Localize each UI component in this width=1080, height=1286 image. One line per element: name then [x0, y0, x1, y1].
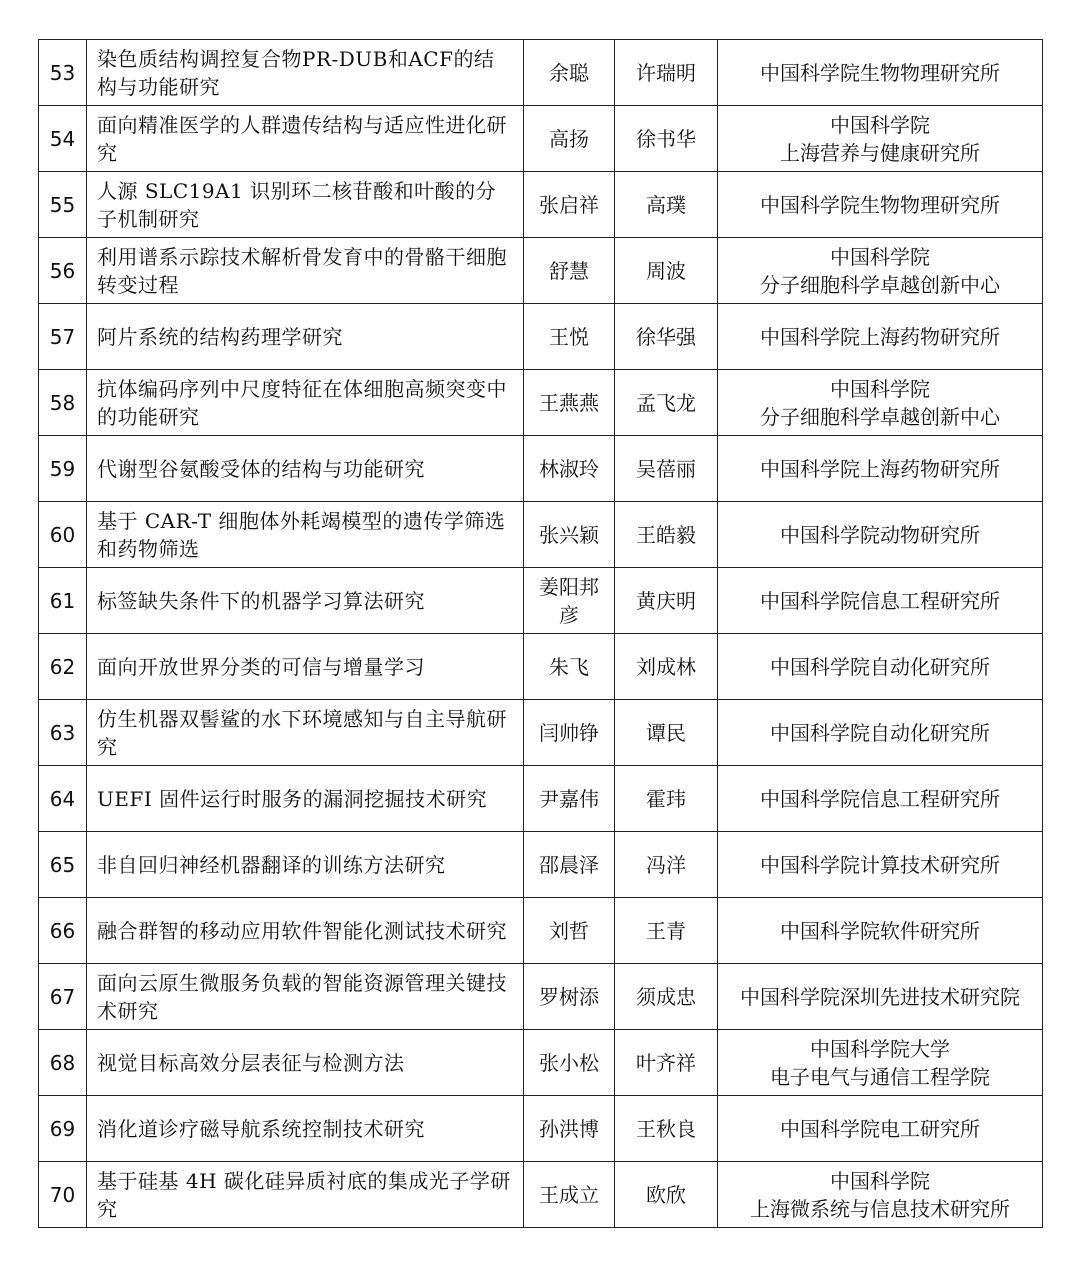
applicant-name: 王燕燕: [524, 370, 615, 436]
institute-cell: [718, 700, 1043, 766]
supervisor-name: 徐书华: [615, 106, 718, 172]
row-number: 70: [39, 1162, 87, 1228]
applicant-name: 舒慧: [524, 238, 615, 304]
table-row: [39, 106, 1043, 172]
project-title: 代谢型谷氨酸受体的结构与功能研究: [87, 436, 524, 502]
institute-cell: [718, 304, 1043, 370]
project-title: 面向云原生微服务负载的智能资源管理关键技术研究: [87, 964, 524, 1030]
institute-line: 中国科学院动物研究所: [780, 522, 980, 547]
project-title: 面向精准医学的人群遗传结构与适应性进化研究: [87, 106, 524, 172]
institute-line: 中国科学院信息工程研究所: [760, 588, 1000, 613]
project-title: 基于硅基 4H 碳化硅异质衬底的集成光子学研究: [87, 1162, 524, 1228]
applicant-name: 姜阳邦彦: [524, 568, 615, 634]
applicant-name: 林淑玲: [524, 436, 615, 502]
row-number: 64: [39, 766, 87, 832]
applicant-name: 刘哲: [524, 898, 615, 964]
table-row: [39, 634, 1043, 700]
project-title: 非自回归神经机器翻译的训练方法研究: [87, 832, 524, 898]
row-number: 62: [39, 634, 87, 700]
project-title: 阿片系统的结构药理学研究: [87, 304, 524, 370]
row-number: 65: [39, 832, 87, 898]
table-row: [39, 40, 1043, 106]
table-row: [39, 898, 1043, 964]
supervisor-name: 高璞: [615, 172, 718, 238]
institute-cell: [718, 172, 1043, 238]
institute-line: 中国科学院深圳先进技术研究院: [740, 984, 1020, 1009]
project-title: UEFI 固件运行时服务的漏洞挖掘技术研究: [87, 766, 524, 832]
project-title: 视觉目标高效分层表征与检测方法: [87, 1030, 524, 1096]
supervisor-name: 黄庆明: [615, 568, 718, 634]
row-number: 57: [39, 304, 87, 370]
institute-cell: [718, 502, 1043, 568]
institute-line: 中国科学院上海药物研究所: [760, 456, 1000, 481]
project-title: 面向开放世界分类的可信与增量学习: [87, 634, 524, 700]
institute-line: 分子细胞科学卓越创新中心: [760, 272, 1000, 297]
applicant-name: 罗树添: [524, 964, 615, 1030]
project-table-body: [39, 40, 1043, 1228]
institute-line: 中国科学院: [830, 112, 930, 137]
row-number: 53: [39, 40, 87, 106]
institute-line: 中国科学院: [830, 1168, 930, 1193]
institute-line: 中国科学院计算技术研究所: [760, 852, 1000, 877]
applicant-name: 高扬: [524, 106, 615, 172]
row-number: 68: [39, 1030, 87, 1096]
table-row: [39, 568, 1043, 634]
institute-line: 上海营养与健康研究所: [780, 140, 980, 165]
institute-cell: [718, 568, 1043, 634]
project-title: 仿生机器双髻鲨的水下环境感知与自主导航研究: [87, 700, 524, 766]
row-number: 63: [39, 700, 87, 766]
institute-cell: [718, 832, 1043, 898]
table-row: [39, 1162, 1043, 1228]
institute-line: 中国科学院软件研究所: [780, 918, 980, 943]
table-row: [39, 964, 1043, 1030]
institute-line: 分子细胞科学卓越创新中心: [760, 404, 1000, 429]
supervisor-name: 霍玮: [615, 766, 718, 832]
applicant-name: 闫帅铮: [524, 700, 615, 766]
institute-cell: [718, 1030, 1043, 1096]
institute-cell: [718, 370, 1043, 436]
supervisor-name: 王秋良: [615, 1096, 718, 1162]
row-number: 55: [39, 172, 87, 238]
applicant-name: 张启祥: [524, 172, 615, 238]
institute-cell: [718, 766, 1043, 832]
institute-line: 电子电气与通信工程学院: [770, 1064, 990, 1089]
project-title: 染色质结构调控复合物PR-DUB和ACF的结构与功能研究: [87, 40, 524, 106]
table-row: [39, 700, 1043, 766]
row-number: 69: [39, 1096, 87, 1162]
table-row: [39, 766, 1043, 832]
row-number: 61: [39, 568, 87, 634]
applicant-name: 王悦: [524, 304, 615, 370]
institute-line: 上海微系统与信息技术研究所: [750, 1196, 1010, 1221]
project-title: 消化道诊疗磁导航系统控制技术研究: [87, 1096, 524, 1162]
project-title: 利用谱系示踪技术解析骨发育中的骨骼干细胞转变过程: [87, 238, 524, 304]
table-row: [39, 1096, 1043, 1162]
row-number: 56: [39, 238, 87, 304]
supervisor-name: 刘成林: [615, 634, 718, 700]
institute-line: 中国科学院自动化研究所: [770, 654, 990, 679]
institute-line: 中国科学院大学: [810, 1036, 950, 1061]
table-row: [39, 304, 1043, 370]
institute-line: 中国科学院: [830, 244, 930, 269]
institute-cell: [718, 634, 1043, 700]
institute-line: 中国科学院: [830, 376, 930, 401]
table-row: [39, 370, 1043, 436]
applicant-name: 尹嘉伟: [524, 766, 615, 832]
institute-cell: [718, 898, 1043, 964]
supervisor-name: 徐华强: [615, 304, 718, 370]
project-title: 标签缺失条件下的机器学习算法研究: [87, 568, 524, 634]
institute-line: 中国科学院电工研究所: [780, 1116, 980, 1141]
row-number: 58: [39, 370, 87, 436]
applicant-name: 张小松: [524, 1030, 615, 1096]
institute-cell: [718, 40, 1043, 106]
row-number: 67: [39, 964, 87, 1030]
table-row: [39, 502, 1043, 568]
table-row: [39, 238, 1043, 304]
supervisor-name: 须成忠: [615, 964, 718, 1030]
applicant-name: 王成立: [524, 1162, 615, 1228]
table-row: [39, 436, 1043, 502]
institute-cell: [718, 964, 1043, 1030]
supervisor-name: 谭民: [615, 700, 718, 766]
project-title: 抗体编码序列中尺度特征在体细胞高频突变中的功能研究: [87, 370, 524, 436]
institute-cell: [718, 1162, 1043, 1228]
supervisor-name: 周波: [615, 238, 718, 304]
project-title: 融合群智的移动应用软件智能化测试技术研究: [87, 898, 524, 964]
applicant-name: 朱飞: [524, 634, 615, 700]
supervisor-name: 欧欣: [615, 1162, 718, 1228]
project-title: 基于 CAR-T 细胞体外耗竭模型的遗传学筛选和药物筛选: [87, 502, 524, 568]
supervisor-name: 孟飞龙: [615, 370, 718, 436]
institute-cell: [718, 1096, 1043, 1162]
supervisor-name: 许瑞明: [615, 40, 718, 106]
institute-line: 中国科学院生物物理研究所: [760, 60, 1000, 85]
institute-line: 中国科学院生物物理研究所: [760, 192, 1000, 217]
project-table: [38, 39, 1043, 1228]
supervisor-name: 王皓毅: [615, 502, 718, 568]
institute-cell: [718, 106, 1043, 172]
supervisor-name: 王青: [615, 898, 718, 964]
row-number: 54: [39, 106, 87, 172]
applicant-name: 邵晨泽: [524, 832, 615, 898]
institute-cell: [718, 238, 1043, 304]
row-number: 59: [39, 436, 87, 502]
project-title: 人源 SLC19A1 识别环二核苷酸和叶酸的分子机制研究: [87, 172, 524, 238]
row-number: 60: [39, 502, 87, 568]
applicant-name: 孙洪博: [524, 1096, 615, 1162]
institute-line: 中国科学院信息工程研究所: [760, 786, 1000, 811]
applicant-name: 张兴颖: [524, 502, 615, 568]
institute-line: 中国科学院上海药物研究所: [760, 324, 1000, 349]
applicant-name: 余聪: [524, 40, 615, 106]
supervisor-name: 吴蓓丽: [615, 436, 718, 502]
supervisor-name: 叶齐祥: [615, 1030, 718, 1096]
institute-cell: [718, 436, 1043, 502]
table-row: [39, 1030, 1043, 1096]
institute-line: 中国科学院自动化研究所: [770, 720, 990, 745]
supervisor-name: 冯洋: [615, 832, 718, 898]
row-number: 66: [39, 898, 87, 964]
table-row: [39, 172, 1043, 238]
table-row: [39, 832, 1043, 898]
